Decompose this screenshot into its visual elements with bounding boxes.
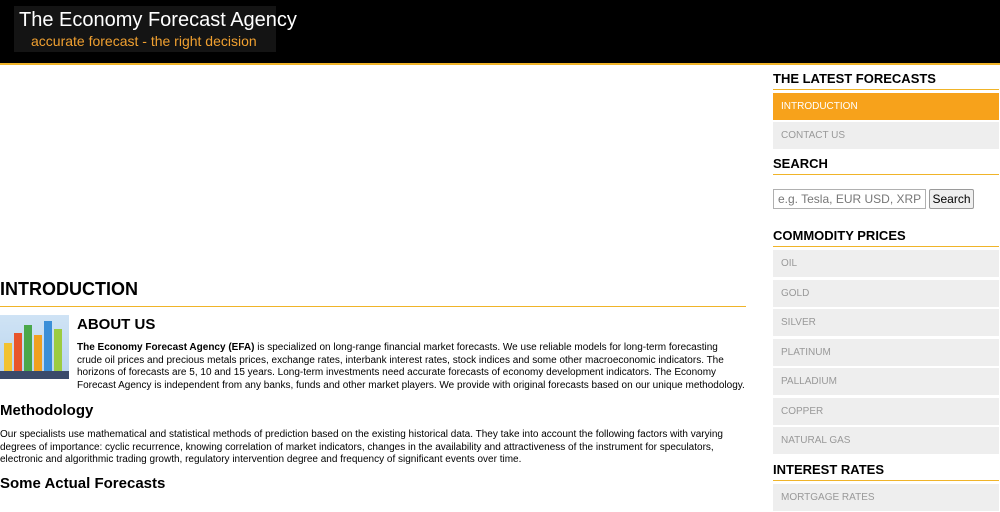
sidebar-item-natural-gas[interactable]: NATURAL GAS bbox=[773, 427, 999, 455]
title-divider bbox=[0, 306, 746, 307]
site-tagline: accurate forecast - the right decision bbox=[31, 33, 257, 49]
search-button[interactable]: Search bbox=[929, 189, 974, 209]
latest-forecasts-heading: THE LATEST FORECASTS bbox=[773, 71, 999, 90]
sidebar-item-palladium[interactable]: PALLADIUM bbox=[773, 368, 999, 396]
sidebar-item-contact-us[interactable]: CONTACT US bbox=[773, 122, 999, 150]
sidebar-item-gold[interactable]: GOLD bbox=[773, 280, 999, 308]
commodity-prices-heading: COMMODITY PRICES bbox=[773, 228, 999, 247]
page-title: INTRODUCTION bbox=[0, 279, 138, 299]
forecasts-heading: Some Actual Forecasts bbox=[0, 475, 166, 492]
sidebar-item-mortgage-rates[interactable]: MORTGAGE RATES bbox=[773, 484, 999, 512]
sidebar-item-introduction[interactable]: INTRODUCTION bbox=[773, 93, 999, 121]
site-header bbox=[0, 0, 1000, 65]
site-title[interactable]: The Economy Forecast Agency bbox=[19, 9, 297, 31]
about-body: is specialized on long-range financial market forecasts. We use reliable models for long-term forecasting crude oil prices and precious metals prices, exchange rates, interbank interest rates, stock indices and some other macroeconomic indicators. The horizons of forecasts are 5, 10 and 15 years. Long-term investments need accurate forecasts of economy development indicators. The Economy Forecast Agency is independent from any banks, funds and other market players. We provide with original forecasts based on our unique methodology. bbox=[77, 342, 745, 391]
agency-name: The Economy Forecast Agency (EFA) bbox=[77, 342, 255, 353]
sidebar-item-oil[interactable]: OIL bbox=[773, 250, 999, 278]
about-heading: ABOUT US bbox=[77, 316, 156, 333]
sidebar-item-copper[interactable]: COPPER bbox=[773, 398, 999, 426]
search-input[interactable] bbox=[773, 189, 926, 209]
sidebar-item-platinum[interactable]: PLATINUM bbox=[773, 339, 999, 367]
interest-rates-heading: INTEREST RATES bbox=[773, 462, 999, 481]
methodology-text: Our specialists use mathematical and statistical methods of prediction based on the existing historical data. They take into account the following factors with varying degrees of importance: cyclic recurrence, knowing correlation of market indicators, changes in the availability and attractiveness of the instrument for speculators, electronic and algorithmic trading growth, regulatory intervention degree and frequency of significant events over time. bbox=[0, 429, 723, 465]
sidebar-item-silver[interactable]: SILVER bbox=[773, 309, 999, 337]
methodology-heading: Methodology bbox=[0, 402, 94, 419]
search-heading: SEARCH bbox=[773, 156, 999, 175]
about-image bbox=[0, 315, 69, 379]
about-text bbox=[77, 342, 745, 392]
ad-placeholder bbox=[0, 65, 746, 270]
